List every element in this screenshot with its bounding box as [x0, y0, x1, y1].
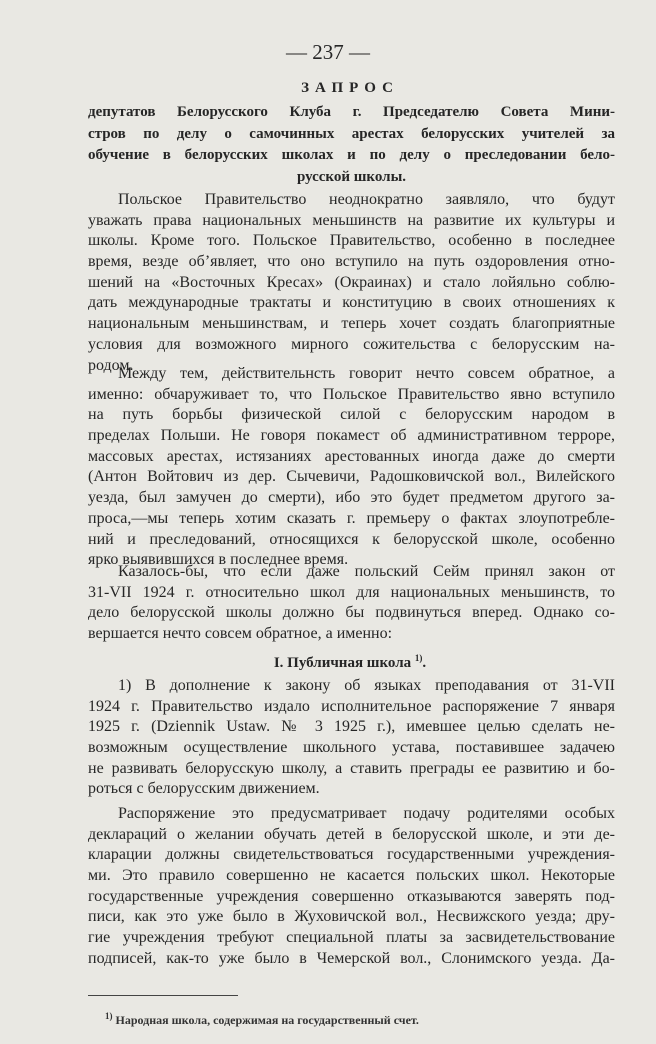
text-line: именно: обчаруживает то, что Польское Правительство явно вступило [88, 385, 615, 403]
text-line: пределах Польши. Не говоря покамест об административном терроре, [88, 427, 615, 445]
text-line: возможным осуществление школьного устава, поставившее задачею [88, 739, 615, 757]
section-paragraph-2 [88, 804, 615, 970]
footnote-divider [88, 995, 238, 996]
footnote-ref: 1) [414, 653, 423, 663]
text-line: обучение в белорусских школах и по делу о преследовании бело- [88, 147, 615, 163]
text-line: депутатов Белорусского Клуба г. Председателю Совета Мини- [88, 104, 615, 120]
document-title: ЗАПРОС [301, 80, 399, 96]
subtitle [88, 102, 615, 188]
text-line: 31-VII 1924 г. относительно школ для национальных меньшинств, то [88, 583, 615, 601]
text-line: проса,—мы теперь хотим сказать г. премьеру о фактах злоупотребле- [88, 509, 615, 527]
text-line: родом. [88, 356, 134, 374]
text-line: национальным меньшинствам, и теперь хочет создать благоприятные [88, 315, 615, 333]
paragraph-1 [88, 190, 615, 376]
text-line: Польское Правительство неоднократно заявляло, что будут [118, 191, 615, 208]
text-line: гие учреждения требуют специальной платы за засвидетельствование [88, 929, 615, 947]
section-heading-end: . [422, 655, 427, 671]
text-line: дать международные трактаты и конституцию в своих отношениях к [88, 294, 615, 312]
section-heading-text: I. Публичная школа [273, 655, 412, 671]
text-line: уважать права национальных меньшинств на развитие их культуры и [88, 211, 615, 229]
section-heading [0, 653, 656, 672]
text-line: вершается нечто совсем обратное, а именно: [88, 625, 393, 643]
text-line: школы. Кроме того. Польское Правительство, особенно в последнее [88, 232, 615, 250]
text-line: 1925 г. (Dziennik Ustaw. № 3 1925 г.), имевшее целью сделать не- [88, 718, 615, 736]
text-line: 1) В дополнение к закону об языках преподавания от 31-VII [118, 677, 615, 694]
paragraph-2 [88, 364, 615, 571]
page-number: — 237 — [286, 40, 370, 64]
text-line: ми. Это правило совершенно не касается польских школ. Некоторые [88, 867, 615, 885]
text-line: государственные учреждения совершенно отказываются заверять под- [88, 887, 615, 905]
text-line: кларации должны свидетельствоваться государственными учреждения- [88, 846, 615, 864]
text-line: уезда, был замучен до смерти), ибо это будет предметом другого за- [88, 489, 615, 507]
text-line: дело белорусской школы должно бы подвинуться вперед. Однако со- [88, 604, 615, 622]
text-line: ярко выявившихся в последнее время. [88, 551, 349, 569]
text-line: (Антон Войтович из дер. Сычевичи, Радошковичской вол., Вилейского [88, 468, 615, 486]
text-line: русской школы. [296, 168, 407, 185]
footnote-mark: 1) [105, 1011, 113, 1021]
text-line: 1924 г. Правительство издало исполнительное распоряжение 7 января [88, 697, 615, 715]
text-line: Казалось-бы, что если даже польский Сейм принял закон от [118, 563, 615, 580]
text-line: ний и преследований, относящихся к белорусской школе, особенно [88, 530, 615, 548]
section-paragraph-1 [88, 676, 615, 800]
text-line: Между тем, действительнсть говорит нечто совсем обратное, а [118, 365, 615, 382]
text-line: стров по делу о самочинных арестах белорусских учителей за [88, 125, 615, 142]
paragraph-3 [88, 562, 615, 645]
text-line: на путь борьбы физической силой с белорусским народом в [88, 406, 615, 424]
footnote [105, 1011, 419, 1028]
text-line: подписей, как-то уже было в Чемерской вол., Слонимского уезда. Да- [88, 949, 615, 967]
text-line: деклараций о желании обучать детей в белорусской школе, и эти де- [88, 825, 615, 843]
footnote-text: Народная школа, содержимая на государственный счет. [115, 1013, 419, 1027]
text-line: время, везде об’являет, что оно вступило на путь оздоровления отно- [88, 253, 615, 271]
text-line: условия для возможного мирного сожительства с белорусским на- [88, 335, 615, 353]
text-line: массовых арестах, истязаниях арестованных иногда даже до смерти [88, 447, 615, 465]
text-line: писи, как это уже было в Жуховичской вол., Несвижского уезда; дру- [88, 908, 615, 926]
text-line: шений на «Восточных Кресах» (Окраинах) и стало лойяльно соблю- [88, 273, 615, 291]
text-line: роться с белорусским движением. [88, 780, 320, 798]
text-line: Распоряжение это предусматривает подачу родителями особых [118, 805, 615, 822]
text-line: не развивать белорусскую школу, а ставить преграды ее развитию и бо- [88, 759, 615, 777]
